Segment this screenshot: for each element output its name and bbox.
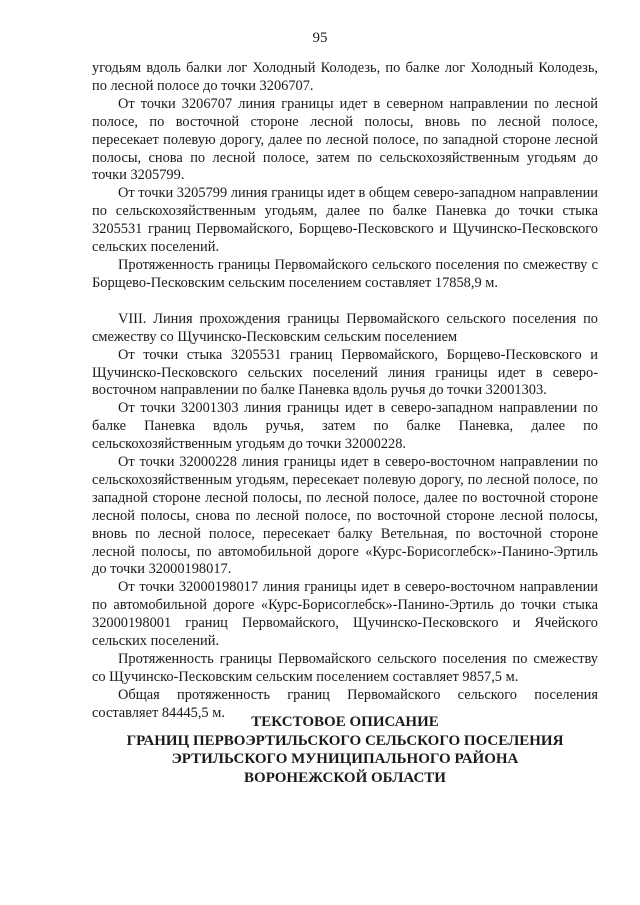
- paragraph: От точки 32000198017 линия границы идет в северо-восточном направлении по автомобильной дороге «Курс-Борисоглебск»-Панино-Эртиль до точки стыка 32000198001 границ Первомайского, Щучинско-Песковского и Ячейского сельских поселений.: [92, 579, 598, 650]
- title-line: ВОРОНЕЖСКОЙ ОБЛАСТИ: [244, 769, 446, 786]
- paragraph-continuation: угодьям вдоль балки лог Холодный Колодезь, по балке лог Холодный Колодезь, по лесной полосе до точки 3206707.: [92, 60, 598, 94]
- paragraph: Протяженность границы Первомайского сельского поселения по смежеству с Борщево-Песковским сельским поселением составляет 17858,9 м.: [92, 256, 598, 291]
- page-number: 95: [312, 30, 328, 46]
- body-text: [92, 60, 598, 723]
- paragraph: Общая протяженность границ Первомайского сельского поселения составляет 84445,5 м.: [92, 686, 598, 721]
- paragraph: От точки 32001303 линия границы идет в северо-западном направлении по балке Паневка вдоль ручья, затем по балке Паневка, далее по сельскохозяйственным угодьям до точки 32000228.: [92, 400, 598, 453]
- section-heading-viii: VIII. Линия прохождения границы Первомайского сельского поселения по смежеству со Щучинско-Песковским сельским поселением: [92, 310, 598, 345]
- title-line: ТЕКСТОВОЕ ОПИСАНИЕ: [251, 714, 439, 730]
- document-title: [92, 713, 598, 787]
- paragraph: От точки стыка 3205531 границ Первомайского, Борщево-Песковского и Щучинско-Песковского сельских поселений линия границы идет в северо-восточном направлении по балке Паневка вдоль ручья до точки 32001303.: [92, 346, 598, 399]
- title-line: ЭРТИЛЬСКОГО МУНИЦИПАЛЬНОГО РАЙОНА: [171, 751, 519, 767]
- paragraph: Протяженность границы Первомайского сельского поселения по смежеству со Щучинско-Песковским сельским поселением составляет 9857,5 м.: [92, 651, 598, 685]
- paragraph: От точки 3205799 линия границы идет в общем северо-западном направлении по сельскохозяйственным угодьям, далее по балке Паневка до точки стыка 3205531 границ Первомайского, Борщево-Песковского и Щучинско-Песковского сельских поселений.: [92, 185, 598, 256]
- paragraph: От точки 3206707 линия границы идет в северном направлении по лесной полосе, по восточной стороне лесной полосы, вновь по лесной полосе, пересекает полевую дорогу, далее по лесной полосе, по западной стороне лесной полосы, снова по лесной полосе, затем по сельскохозяйственным угодьям до точки 3205799.: [92, 95, 598, 184]
- paragraph: От точки 32000228 линия границы идет в северо-восточном направлении по сельскохозяйственным угодьям, пересекает полевую дорогу, по лесной полосе, по западной стороне лесной полосы, по лесной полосе, далее по восточной стороне лесной полосы, снова по лесной полосе, по восточной стороне лесной полосы, вновь по лесной полосе, пересекает балку Ветельная, по восточной стороне лесной полосы, по автомобильной дороге «Курс-Борисоглебск»-Панино-Эртиль до точки 32000198017.: [92, 454, 598, 578]
- title-line: ГРАНИЦ ПЕРВОЭРТИЛЬСКОГО СЕЛЬСКОГО ПОСЕЛЕНИЯ: [126, 732, 564, 749]
